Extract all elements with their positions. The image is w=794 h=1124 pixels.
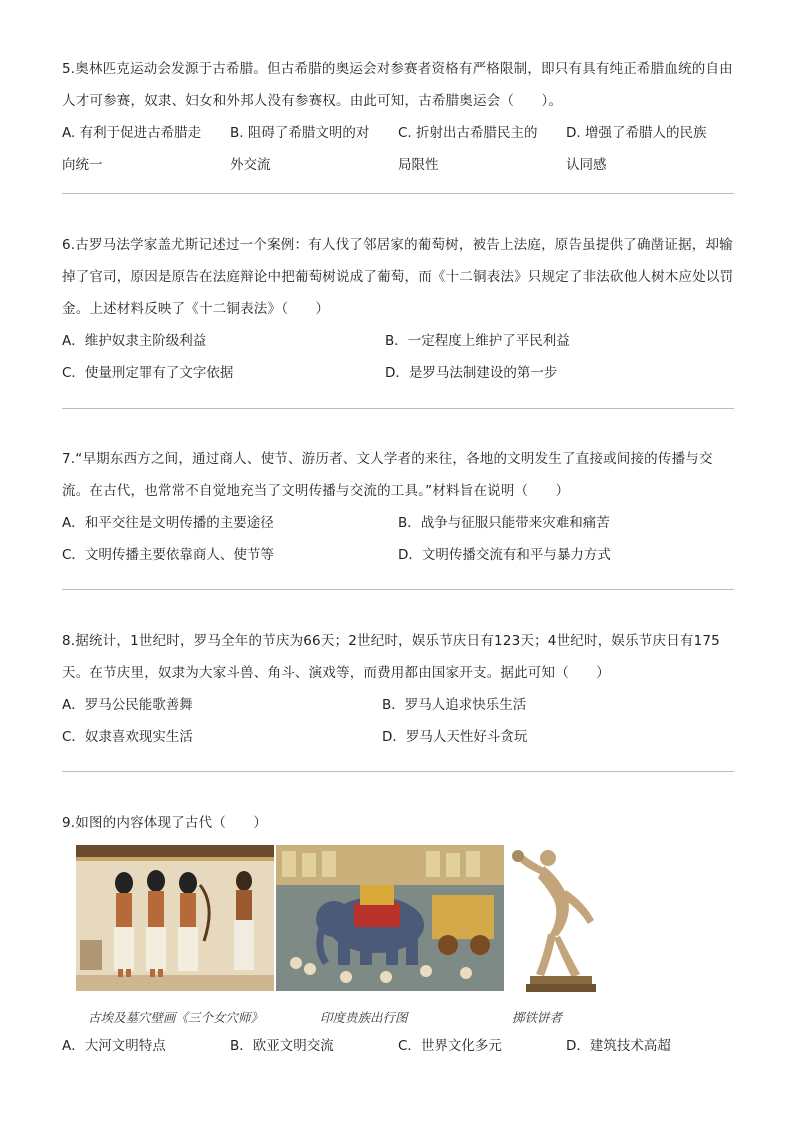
- question-8-options-row2: [62, 721, 734, 753]
- question-9: [62, 807, 734, 839]
- option-a[interactable]: A．和平交往是文明传播的主要途径: [62, 515, 274, 531]
- divider: [62, 589, 734, 590]
- question-6-options-row2: [62, 357, 734, 389]
- question-5-stem: 5.奥林匹克运动会发源于古希腊。但古希腊的奥运会对参赛者资格有严格限制，即只有具有纯正希腊血统的自由人才可参赛，奴隶、妇女和外邦人没有参赛权。由此可知，古希腊奥运会（ ）。: [62, 61, 733, 109]
- question-7-options-row1: [62, 507, 734, 539]
- question-6: [62, 229, 734, 389]
- caption-discobolus: 掷铁饼者: [512, 1010, 563, 1025]
- question-7: [62, 443, 734, 571]
- question-9-stem: 9.如图的内容体现了古代（ ）: [62, 815, 268, 831]
- divider: [62, 193, 734, 194]
- question-5: [62, 53, 734, 179]
- option-d[interactable]: D．是罗马法制建设的第一步: [385, 365, 558, 381]
- caption-egyptian-mural: 古埃及墓穴壁画《三个女穴师》: [88, 1010, 264, 1025]
- option-c[interactable]: C. 折射出古希腊民主的局限性: [398, 125, 538, 173]
- option-b[interactable]: B．一定程度上维护了平民利益: [385, 333, 570, 349]
- option-a[interactable]: A．大河文明特点: [62, 1038, 166, 1054]
- option-a[interactable]: A．罗马公民能歌善舞: [62, 697, 193, 713]
- question-6-stem: 6.古罗马法学家盖尤斯记述过一个案例：有人伐了邻居家的葡萄树，被告上法庭，原告虽提供了确凿证据，却输掉了官司，原因是原告在法庭辩论中把葡萄树说成了葡萄，而《十二铜表法》只规定了非法砍他人树木应处以罚金。上述材料反映了《十二铜表法》（ ）: [62, 237, 734, 317]
- option-d[interactable]: D．罗马人天性好斗贪玩: [382, 729, 528, 745]
- question-7-options-row2: [62, 539, 734, 571]
- indian-procession-image: [276, 845, 504, 991]
- divider: [62, 408, 734, 409]
- question-5-options: [62, 117, 734, 179]
- option-b[interactable]: B．战争与征服只能带来灾难和痛苦: [398, 515, 610, 531]
- question-8-stem: 8.据统计，1世纪时，罗马全年的节庆为66天；2世纪时，娱乐节庆日有123天；4世纪时，娱乐节庆日有175天。在节庆里，奴隶为大家斗兽、角斗、演戏等，而费用都由国家开支。据此可知（ ）: [62, 633, 720, 681]
- option-d[interactable]: D. 增强了希腊人的民族认同感: [566, 125, 707, 173]
- option-d[interactable]: D．文明传播交流有和平与暴力方式: [398, 547, 611, 563]
- question-8: [62, 625, 734, 753]
- question-9-options: [62, 1030, 734, 1062]
- question-8-options-row1: [62, 689, 734, 721]
- discobolus-image: [510, 838, 602, 998]
- egyptian-mural-image: [76, 845, 274, 991]
- option-b[interactable]: B．欧亚文明交流: [230, 1038, 334, 1054]
- option-a[interactable]: A．维护奴隶主阶级利益: [62, 333, 207, 349]
- option-c[interactable]: C．文明传播主要依靠商人、使节等: [62, 547, 274, 563]
- option-d[interactable]: D．建筑技术高超: [566, 1038, 671, 1054]
- option-a[interactable]: A. 有利于促进古希腊走向统一: [62, 125, 202, 173]
- option-b[interactable]: B. 阻碍了希腊文明的对外交流: [230, 125, 370, 173]
- option-c[interactable]: C．奴隶喜欢现实生活: [62, 729, 193, 745]
- option-c[interactable]: C．使量刑定罪有了文字依据: [62, 365, 234, 381]
- caption-indian-procession: 印度贵族出行图: [320, 1010, 408, 1025]
- question-9-options-row: [62, 1030, 734, 1062]
- option-c[interactable]: C．世界文化多元: [398, 1038, 502, 1054]
- question-6-options-row1: [62, 325, 734, 357]
- question-7-stem: 7.“早期东西方之间，通过商人、使节、游历者、文人学者的来往，各地的文明发生了直接或间接的传播与交流。在古代，也常常不自觉地充当了文明传播与交流的工具。”材料旨在说明（ ）: [62, 451, 713, 499]
- divider: [62, 771, 734, 772]
- option-b[interactable]: B．罗马人追求快乐生活: [382, 697, 527, 713]
